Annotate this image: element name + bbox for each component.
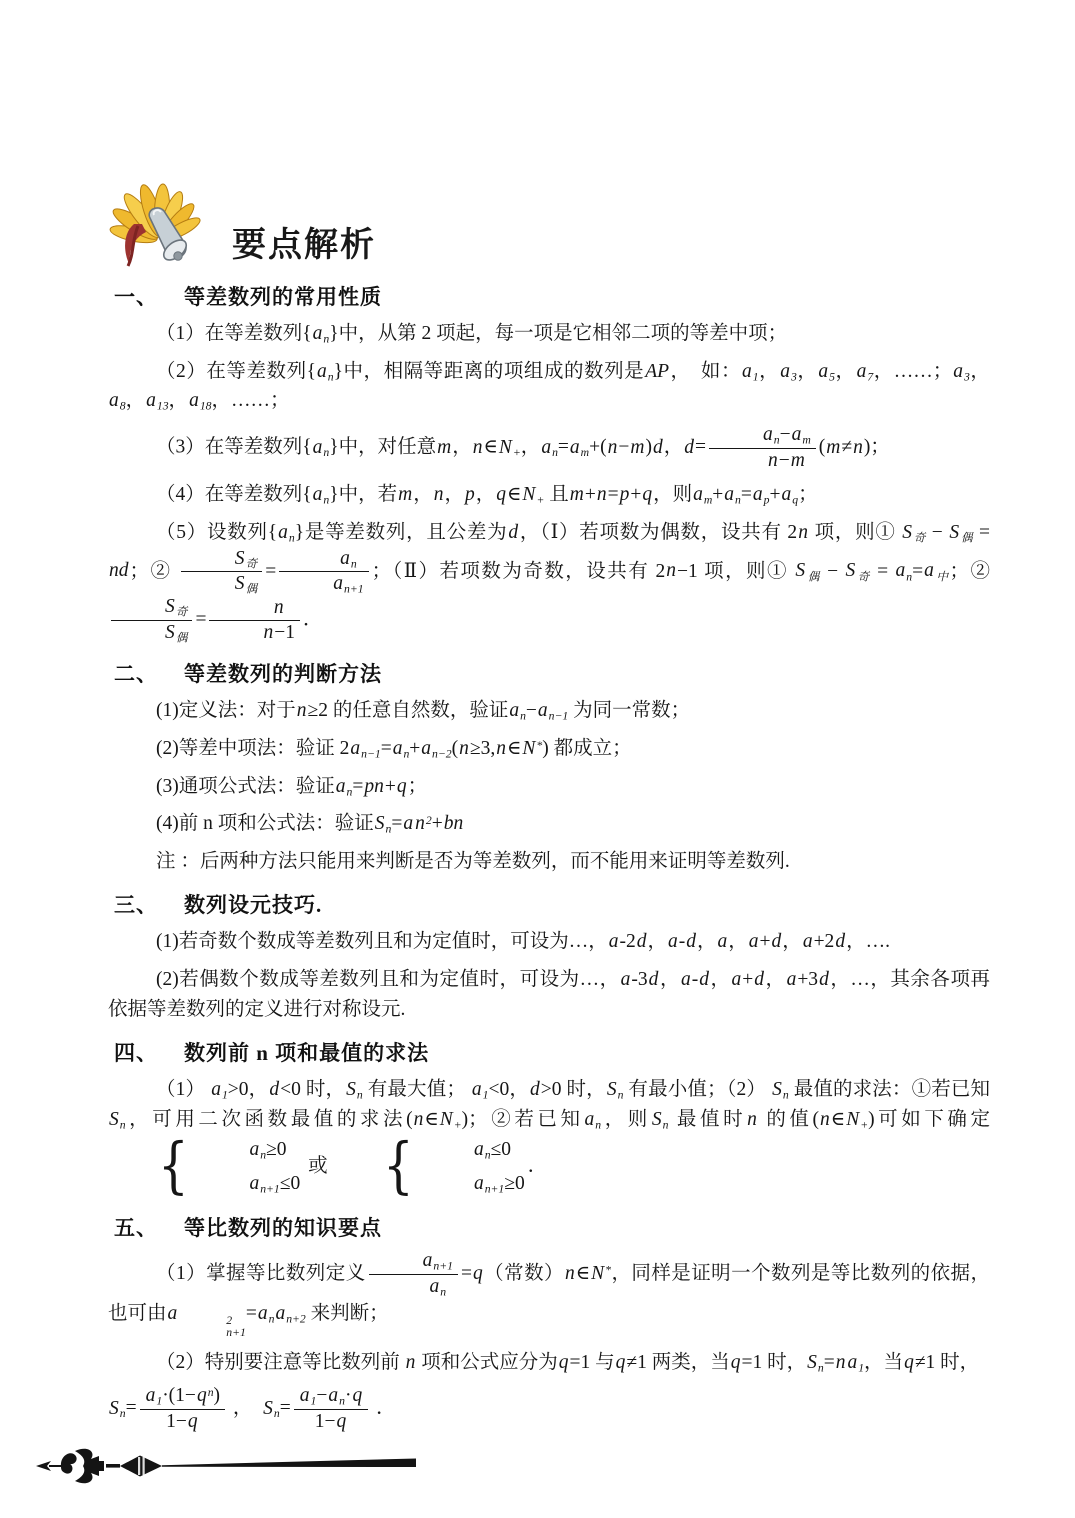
content-line: （1） $a_1>0$，d<0 时，$S_n$ 有最大值； $a_1<0$，d>0 时，$S_n$ 有最小值；（2） $S_n$ 最值的求法：①若已知$S_n$，可用二次函数最值的求法$(n\in N_+)$；②若已知$a_n$，则$S_n$ 最值时n 的值$(n\in N_+)$可如下确定 { $a_n\ge 0$ $a_{n+1}\le 0$ 或 { $a_n\le 0$ $a_{n+1}\ge 0$ ． bbox=[109, 1079, 990, 1201]
math-var: a bbox=[680, 969, 691, 991]
section-title: 等比数列的知识要点 bbox=[184, 1215, 382, 1240]
content-line: （2）在等差数列$\{a_n\}$中，相隔等距离的项组成的数列是AP， 如：$a_1$，$a_3$，$a_5$，$a_7$，……；$a_3$，$a_8$，$a_{13}$，$a_{18}$，……； bbox=[109, 360, 990, 413]
math-var: q bbox=[642, 484, 653, 506]
content-line: (2)若偶数个数成等差数列且和为定值时，可设为…，a-3d，a-d，a+d，a+3d，…，其余各项再依据等差数列的定义进行对称设元. bbox=[108, 969, 990, 1020]
math-subscript: m bbox=[703, 493, 713, 507]
math-subscript: m bbox=[580, 446, 590, 460]
math-var: a bbox=[537, 700, 548, 722]
math-superscript: * bbox=[605, 1263, 612, 1277]
math-var: d bbox=[754, 969, 765, 991]
fraction-denominator: 1−q bbox=[166, 1411, 198, 1433]
math-subscript: 奇 bbox=[856, 569, 871, 583]
math-var: a bbox=[145, 1385, 156, 1407]
math-var: p bbox=[464, 484, 475, 506]
math-var: q bbox=[336, 1411, 347, 1433]
math-subscript: 偶 bbox=[175, 631, 188, 645]
math-var: S bbox=[109, 1397, 119, 1419]
math-var: d bbox=[686, 931, 697, 953]
math-var: S bbox=[902, 521, 912, 543]
section-title: 等差数列的常用性质 bbox=[184, 285, 382, 309]
math-var: m bbox=[630, 436, 645, 458]
math-subscript: n bbox=[440, 1285, 447, 1299]
math-var: m bbox=[398, 484, 413, 506]
math-var: m bbox=[437, 436, 452, 458]
content-line: (3)通项公式法：验证$a_n=pn+q$； bbox=[156, 775, 428, 799]
math-var: a bbox=[584, 1108, 595, 1130]
section-heading bbox=[114, 281, 990, 311]
fraction bbox=[140, 1385, 225, 1433]
math-var: S bbox=[606, 1079, 617, 1101]
math-var: n bbox=[747, 1108, 757, 1130]
math-var: a bbox=[275, 1302, 286, 1324]
fraction-numerator: $a_n-a_m$ bbox=[709, 424, 816, 449]
section-heading bbox=[114, 658, 990, 688]
fraction-numerator bbox=[111, 596, 192, 621]
section-heading bbox=[114, 1212, 990, 1242]
fraction bbox=[294, 1385, 368, 1433]
math-subscript: n bbox=[119, 1407, 126, 1421]
math-var: d bbox=[530, 1079, 540, 1101]
math-var: n bbox=[413, 1108, 424, 1130]
math-var: n bbox=[459, 737, 469, 759]
math-subscript: 7 bbox=[867, 370, 874, 384]
math-subscript: n bbox=[356, 1088, 363, 1102]
cases-row: $a_n\ge 0$ bbox=[249, 1138, 287, 1162]
math-var: S bbox=[234, 547, 245, 569]
math-subscript: n bbox=[350, 557, 357, 570]
math-subscript: n bbox=[552, 446, 558, 460]
section-title: 数列前 n 项和最值的求法 bbox=[184, 1041, 430, 1066]
math-var: a bbox=[299, 1385, 310, 1407]
math-var: a bbox=[278, 521, 288, 543]
math-var: a bbox=[748, 931, 759, 953]
math-subscript: n bbox=[385, 822, 392, 836]
math-var: n bbox=[273, 596, 284, 618]
math-subscript: 1 bbox=[482, 1088, 489, 1102]
math-subscript: n bbox=[906, 569, 913, 583]
math-subscript: n+1 bbox=[260, 1182, 280, 1196]
math-var: a bbox=[895, 560, 906, 582]
fraction bbox=[709, 424, 816, 472]
fraction-denominator: 1−q bbox=[314, 1411, 347, 1433]
math-var: d bbox=[508, 521, 519, 543]
math-subscript: n−1 bbox=[361, 747, 381, 761]
math-var: S bbox=[374, 813, 385, 835]
math-var: a bbox=[786, 969, 797, 991]
math-var: a bbox=[856, 360, 867, 382]
math-var: a bbox=[791, 423, 802, 445]
math-subscript: n+1 bbox=[226, 1326, 246, 1340]
math-var: a bbox=[847, 1351, 858, 1373]
math-var: a bbox=[335, 775, 346, 797]
math-var: a bbox=[762, 423, 773, 445]
fraction-denominator: n−1 bbox=[263, 622, 295, 644]
page-header bbox=[104, 182, 376, 270]
math-subscript: 奇 bbox=[245, 557, 258, 570]
math-var: a bbox=[167, 1302, 178, 1324]
math-var: n bbox=[666, 560, 677, 582]
math-var: d bbox=[835, 931, 846, 953]
math-var: a bbox=[717, 931, 728, 953]
section-number: 二、 bbox=[114, 662, 158, 687]
math-subscript: n bbox=[595, 1118, 602, 1132]
math-var: N bbox=[522, 737, 536, 759]
math-var: a bbox=[780, 360, 790, 382]
math-var: a bbox=[257, 1302, 268, 1324]
math-var: a bbox=[724, 484, 735, 506]
content-line: $S_n=$ $\frac{a_1\cdot(1-q^n)}{1-q}$ ， $S_n=$ $\frac{a_1-a_n\cdot q}{1-q}$ ． bbox=[109, 1385, 396, 1433]
math-var: S bbox=[165, 596, 175, 618]
math-var: n bbox=[564, 1262, 575, 1284]
math-var: q bbox=[396, 775, 407, 797]
math-subscript: n bbox=[346, 785, 353, 799]
math-subscript: 1 bbox=[221, 1088, 228, 1102]
math-subscript: 1 bbox=[156, 1394, 163, 1408]
math-subscript: n bbox=[323, 493, 330, 507]
content-line: (1)若奇数个数成等差数列且和为定值时，可设为…，a-2d，a-d，a，a+d，a+2d，…. bbox=[156, 931, 890, 953]
math-subscript: n bbox=[327, 370, 334, 384]
math-var: S bbox=[263, 1397, 273, 1419]
math-var: S bbox=[165, 622, 175, 644]
section-title: 数列设元技巧. bbox=[184, 893, 323, 918]
math-subscript: n+1 bbox=[433, 1259, 453, 1273]
math-var: q bbox=[472, 1262, 483, 1284]
cases-system bbox=[336, 1131, 525, 1201]
math-subscript: 5 bbox=[829, 370, 835, 384]
math-var: S bbox=[651, 1108, 662, 1130]
fraction-denominator bbox=[279, 572, 368, 596]
math-subscript: n+2 bbox=[286, 1312, 306, 1326]
math-var: a bbox=[924, 560, 934, 582]
content-line: (2)等差中项法：验证 $2a_{n-1}=a_n+a_{n-2}(n\ge 3,n\in N^*)$ 都成立； bbox=[156, 737, 632, 761]
math-subscript: 1 bbox=[858, 1361, 865, 1375]
divider-shapes bbox=[36, 1449, 416, 1484]
math-var: n bbox=[296, 700, 307, 722]
math-var: a bbox=[509, 700, 520, 722]
fraction-numerator bbox=[209, 597, 300, 621]
math-subscript: 中 bbox=[934, 569, 950, 583]
content bbox=[108, 268, 990, 1442]
fraction-numerator bbox=[279, 548, 368, 573]
math-var: N bbox=[439, 1108, 453, 1130]
fraction-numerator: $a_1-a_n\cdot q$ bbox=[294, 1385, 368, 1410]
math-var: n bbox=[433, 484, 444, 506]
math-var: a bbox=[350, 737, 361, 759]
math-subscript: n bbox=[617, 1088, 624, 1102]
math-var: a bbox=[328, 1385, 339, 1407]
page-title: 要点解析 bbox=[232, 226, 376, 264]
math-var: n bbox=[835, 1351, 846, 1373]
math-var: q bbox=[904, 1351, 914, 1373]
math-var: S bbox=[234, 573, 245, 595]
section-number: 一、 bbox=[114, 285, 158, 309]
math-var: a bbox=[608, 931, 619, 953]
math-var: n bbox=[767, 449, 778, 471]
content-line: 注 ：后两种方法只能用来判断是否为等差数列，而不能用来证明等差数列. bbox=[156, 850, 790, 872]
content-line: （3）在等差数列$\{a_n\}$中，对任意m，$n\in N_+$，$a_n=a_m+(n-m)d$，d= $\frac{a_n-a_m}{n-m}$ (m≠n)； bbox=[156, 423, 890, 471]
math-subscript: 1 bbox=[752, 370, 759, 384]
math-var: q bbox=[730, 1351, 741, 1373]
math-var: a bbox=[569, 436, 580, 458]
math-var: q bbox=[558, 1351, 569, 1373]
math-superscript: 2 bbox=[425, 813, 432, 827]
math-subscript: + bbox=[860, 1118, 869, 1132]
math-var: a bbox=[752, 484, 763, 506]
cases-system bbox=[111, 1131, 301, 1201]
math-var: n bbox=[820, 1108, 830, 1130]
math-subscript: n bbox=[520, 709, 526, 723]
math-var: m bbox=[569, 484, 584, 506]
math-subscript: n bbox=[817, 1361, 824, 1375]
fraction bbox=[111, 596, 192, 645]
math-var: a bbox=[146, 390, 156, 412]
math-var: m bbox=[790, 449, 805, 471]
math-var: N bbox=[591, 1262, 605, 1284]
math-var: d bbox=[269, 1079, 280, 1101]
math-var: d bbox=[684, 436, 694, 458]
math-var: S bbox=[772, 1079, 782, 1101]
math-var: n bbox=[472, 436, 483, 458]
left-brace: { bbox=[158, 1131, 189, 1201]
cases-row: $a_{n+1}\ge 0$ bbox=[473, 1173, 525, 1196]
fraction bbox=[181, 548, 262, 597]
math-var: n bbox=[607, 436, 618, 458]
math-subscript: p bbox=[763, 493, 770, 507]
flower-bell-icon bbox=[104, 182, 222, 270]
left-brace: { bbox=[382, 1131, 414, 1201]
math-subscript: + bbox=[453, 1118, 462, 1132]
section-number: 五、 bbox=[114, 1215, 158, 1240]
math-var: a bbox=[422, 1249, 433, 1271]
math-var: a bbox=[802, 931, 813, 953]
math-subscript: n bbox=[662, 1118, 669, 1132]
math-var: N bbox=[522, 484, 536, 506]
math-subscript: n bbox=[119, 1118, 126, 1132]
math-var: d bbox=[699, 969, 709, 991]
math-subscript: n bbox=[323, 332, 330, 346]
section-number: 四、 bbox=[114, 1041, 158, 1066]
math-var: a bbox=[333, 573, 343, 595]
math-var: a bbox=[742, 360, 752, 382]
math-subscript: n bbox=[484, 1148, 491, 1162]
math-var: nd bbox=[109, 560, 129, 582]
section-heading bbox=[114, 889, 990, 919]
section-number: 三、 bbox=[114, 893, 158, 918]
cases-rows bbox=[425, 1135, 525, 1199]
fraction-numerator: $a_1\cdot(1-q^n)$ bbox=[140, 1385, 225, 1410]
math-var: AP bbox=[645, 360, 670, 382]
math-var: d bbox=[636, 931, 647, 953]
math-var: a bbox=[249, 1173, 260, 1195]
math-var: a bbox=[109, 390, 119, 412]
math-sub-sup-stack bbox=[178, 1315, 246, 1340]
math-subscript: n bbox=[288, 531, 295, 545]
math-var: n bbox=[596, 484, 607, 506]
math-subscript: n+1 bbox=[484, 1182, 505, 1196]
math-var: q bbox=[187, 1411, 198, 1433]
cases-rows bbox=[200, 1135, 300, 1199]
math-var: S bbox=[949, 521, 960, 543]
content-line: （1）掌握等比数列定义 $\frac{a_{n+1}}{a_n}$ =q（常数）n∈N*，同样是证明一个数列是等比数列的依据，也可由a 2 n+1 $=a_na_{n+2}$ 来判断； bbox=[108, 1249, 990, 1340]
fraction bbox=[369, 1250, 458, 1299]
math-superscript: n bbox=[207, 1385, 214, 1399]
math-var: d bbox=[652, 436, 663, 458]
math-subscript: 1 bbox=[310, 1394, 317, 1408]
math-var: a bbox=[189, 390, 199, 412]
fraction-denominator bbox=[181, 572, 262, 596]
math-var: m bbox=[826, 436, 841, 458]
math-subscript: 奇 bbox=[912, 531, 927, 545]
math-var: a bbox=[471, 1079, 482, 1101]
math-subscript: 3 bbox=[964, 370, 970, 384]
math-var: n bbox=[496, 737, 506, 759]
math-subscript: 8 bbox=[119, 399, 126, 413]
content-line: （4）在等差数列$\{a_n\}$中，若m，n，p，$q\in N_+$ 且m+n=p+q，则$a_m+a_n=a_p+a_q$； bbox=[156, 484, 818, 507]
math-subscript: 奇 bbox=[175, 605, 188, 619]
math-var: S bbox=[845, 560, 856, 582]
math-var: a bbox=[316, 360, 327, 382]
math-var: N bbox=[498, 436, 512, 458]
math-var: n bbox=[415, 813, 425, 835]
math-var: a bbox=[781, 484, 792, 506]
math-var: q bbox=[196, 1385, 207, 1407]
math-var: pn bbox=[364, 775, 384, 797]
math-subscript: 18 bbox=[199, 399, 212, 413]
content-line: (4)前 n 项和公式法：验证$S_n=a$ $n^2+bn$ bbox=[156, 813, 464, 836]
fraction bbox=[209, 597, 300, 645]
math-var: a bbox=[312, 436, 323, 458]
math-var: a bbox=[312, 484, 323, 506]
section-title: 等差数列的判断方法 bbox=[184, 662, 382, 687]
math-subscript: n bbox=[339, 1394, 345, 1408]
math-subscript: n bbox=[403, 747, 410, 761]
math-var: S bbox=[109, 1108, 119, 1130]
math-var: n bbox=[853, 436, 863, 458]
cases-row: $a_{n+1}\le 0$ bbox=[249, 1173, 301, 1196]
fraction-numerator bbox=[369, 1250, 458, 1275]
math-var: a bbox=[340, 547, 350, 569]
math-var: a bbox=[421, 737, 432, 759]
math-var: q bbox=[352, 1385, 363, 1407]
math-subscript: n−1 bbox=[548, 709, 569, 723]
math-var: n bbox=[263, 622, 274, 644]
math-var: bn bbox=[443, 813, 464, 835]
math-var: n bbox=[405, 1351, 416, 1373]
math-var: d bbox=[771, 931, 782, 953]
fraction bbox=[279, 548, 368, 597]
math-subscript: m bbox=[802, 433, 811, 447]
math-subscript: 偶 bbox=[806, 569, 821, 583]
math-var: n bbox=[798, 521, 808, 543]
math-var: a bbox=[693, 484, 703, 506]
fraction-denominator bbox=[369, 1275, 458, 1299]
math-var: a bbox=[403, 813, 414, 835]
math-subscript: n bbox=[273, 1407, 280, 1421]
math-superscript: * bbox=[536, 738, 543, 752]
math-var: a bbox=[211, 1079, 221, 1101]
fraction-denominator bbox=[111, 621, 192, 645]
math-var: q bbox=[496, 484, 506, 506]
math-var: d bbox=[648, 969, 659, 991]
math-subscript: n bbox=[773, 433, 780, 447]
math-subscript: + bbox=[536, 493, 545, 507]
fraction-denominator: n−m bbox=[767, 449, 805, 471]
math-var: N bbox=[846, 1108, 860, 1130]
math-var: a bbox=[473, 1173, 484, 1195]
math-subscript: n bbox=[782, 1088, 789, 1102]
math-var: a bbox=[392, 737, 403, 759]
math-subscript: n bbox=[735, 493, 741, 507]
math-subscript: 偶 bbox=[960, 531, 974, 545]
math-subscript: n−2 bbox=[432, 747, 452, 761]
math-var: S bbox=[795, 560, 806, 582]
math-var: d bbox=[819, 969, 829, 991]
math-subscript: 偶 bbox=[245, 582, 258, 596]
cases-row: $a_n\le 0$ bbox=[473, 1138, 511, 1162]
math-subscript: 3 bbox=[790, 370, 797, 384]
math-var: a bbox=[312, 323, 323, 344]
content-line: （2）特别要注意等比数列前 n 项和公式应分为q=1 与q≠1 两类，当q=1 时，$S_n=n$ $a_1$，当q≠1 时， bbox=[156, 1351, 980, 1375]
content-line: （1）在等差数列$\{a_n\}$中，从第 2 项起，每一项是它相邻二项的等差中项； bbox=[156, 323, 788, 346]
math-subscript: n+1 bbox=[344, 582, 364, 596]
math-var: q bbox=[615, 1351, 626, 1373]
math-subscript: n bbox=[260, 1148, 267, 1162]
math-var: a bbox=[249, 1138, 260, 1160]
math-var: a bbox=[620, 969, 631, 991]
math-var: S bbox=[807, 1351, 817, 1373]
content-line: （5）设数列$\{a_n\}$是等差数列，且公差为d，（Ⅰ）若项数为偶数，设共有 2n 项，则① $S_奇 - S_偶$ = nd；② $\frac{S_奇}{S_偶}$ = $\frac{a_n}{a_{n+1}}$ ；（Ⅱ）若项数为奇数，设共有 2n−1 项，则① $S_偶 - S_奇 = a_n=a_中$；② $\frac{S_奇}{S_偶}$ = $\frac{n}{n-1}$ ． bbox=[109, 521, 990, 645]
math-subscript: + bbox=[512, 446, 521, 460]
footer-divider-ornament bbox=[36, 1444, 420, 1488]
math-subscript: 13 bbox=[156, 399, 169, 413]
math-subscript: n bbox=[268, 1312, 275, 1326]
math-var: S bbox=[346, 1079, 356, 1101]
math-var: a bbox=[541, 436, 552, 458]
math-subscript: q bbox=[792, 493, 799, 507]
section-heading bbox=[114, 1037, 990, 1067]
math-var: p bbox=[619, 484, 630, 506]
math-subscript: n bbox=[323, 446, 330, 460]
math-var: a bbox=[731, 969, 742, 991]
fraction-numerator bbox=[181, 548, 262, 573]
math-var: a bbox=[953, 360, 963, 382]
math-var: a bbox=[818, 360, 829, 382]
math-var: a bbox=[473, 1138, 484, 1160]
content-line: (1)定义法：对于n≥2 的任意自然数，验证$a_n-a_{n-1}$ 为同一常数； bbox=[156, 700, 691, 723]
math-var: a bbox=[429, 1275, 440, 1297]
math-superscript: 2 bbox=[226, 1313, 233, 1327]
math-var: a bbox=[668, 931, 678, 953]
